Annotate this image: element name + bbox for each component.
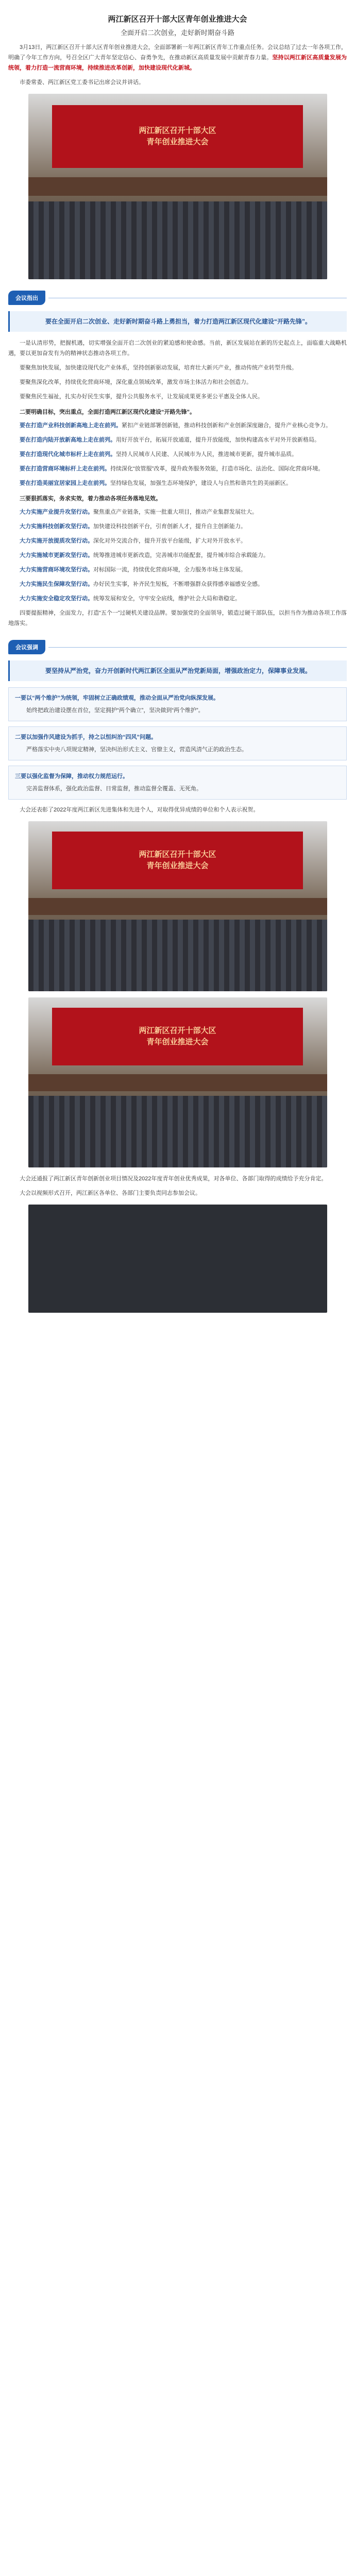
conference-hall-photo — [28, 1205, 327, 1313]
conference-photo — [28, 94, 327, 279]
body-paragraph: 大会还通报了两江新区青年创新创业项目情况及2022年度青年创业优秀成果，对各单位、各部门取得的成绩给予充分肯定。 — [20, 1176, 327, 1182]
list-item: 大力实施民生保障攻坚行动。办好民生实事，补齐民生短板，不断增强群众获得感幸福感安全感。 — [20, 581, 263, 587]
point-card: 一要以“两个维护”为统领，牢固树立正确政绩观，推动全面从严治党向纵深发展。 始终把政治建设摆在首位，坚定拥护“两个确立”，坚决做到“两个维护”。 — [8, 687, 347, 721]
list-item: 大力实施开放提质攻坚行动。深化对外交流合作，提升开放平台能级，扩大对外开放水平。 — [20, 538, 246, 544]
list-item: 大力实施科技创新攻坚行动。加快建设科技创新平台，引育创新人才，提升自主创新能力。 — [20, 523, 246, 530]
section-header-2 — [8, 640, 347, 654]
list-item: 要在打造美丽宜居家园上走在前列。坚持绿色发展，加强生态环境保护，建设人与自然和谐共生的美丽新区。 — [20, 480, 292, 486]
article-header — [8, 0, 347, 37]
intro-paragraph-2: 市委常委、两江新区党工委书记出席会议并讲话。 — [20, 79, 144, 86]
section-header-1 — [8, 291, 347, 305]
body-paragraph: 要聚焦深化改革，持续优化营商环境，深化重点领域改革，激发市场主体活力和社会创造力。 — [20, 379, 252, 385]
article-subtitle: 全面开启二次创业，走好新时期奋斗路 — [120, 29, 234, 37]
sub-heading: 三要狠抓落实，务求实效，着力推动各项任务落地见效。 — [20, 496, 161, 502]
section-tag: 会议强调 — [8, 640, 45, 654]
section-callout: 要在全面开启二次创业、走好新时期奋斗路上勇担当，着力打造两江新区现代化建设“开路先锋”。 — [8, 311, 347, 332]
section-callout: 要坚持从严治党，奋力开创新时代两江新区全面从严治党新局面，增强政治定力，保障事业发展。 — [8, 660, 347, 681]
list-item: 大力实施产业提升攻坚行动。聚焦重点产业链条，实施一批重大项目，推动产业集群发展壮大。 — [20, 509, 258, 515]
list-item: 要在打造营商环境标杆上走在前列。持续深化“放管服”改革，提升政务服务效能，打造市场化、法治化、国际化营商环境。 — [20, 466, 324, 472]
list-item: 要在打造现代化城市标杆上走在前列。坚持人民城市人民建、人民城市为人民，推进城市更新，提升城市品质。 — [20, 451, 297, 457]
intro-highlight: 坚持以两江新区高质量发展为统领，着力打造一流营商环境，持续推进改革创新，加快建设现代化新城。 — [8, 55, 347, 71]
sub-heading: 二要明确目标，突出重点，全面打造两江新区现代化建设“开路先锋”。 — [20, 409, 195, 415]
point-card: 三要以强化监督为保障，推动权力规范运行。 完善监督体系，强化政治监督、日常监督，推动监督全覆盖、无死角。 — [8, 766, 347, 800]
conference-banner: 两江新区召开十部大区 青年创业推进大会 — [52, 1008, 303, 1065]
body-paragraph: 大会还表彰了2022年度两江新区先进集体和先进个人，对取得优异成绩的单位和个人表示祝贺。 — [20, 807, 259, 813]
conference-photo — [28, 997, 327, 1167]
point-card: 二要以加强作风建设为抓手，持之以恒纠治“四风”问题。 严格落实中央八项规定精神，坚决纠治形式主义、官僚主义，营造风清气正的政治生态。 — [8, 726, 347, 760]
list-item: 大力实施安全稳定攻坚行动。统筹发展和安全，守牢安全底线，维护社会大局和谐稳定。 — [20, 596, 241, 602]
list-item: 大力实施营商环境攻坚行动。对标国际一流，持续优化营商环境，全力服务市场主体发展。 — [20, 567, 246, 573]
conference-banner: 两江新区召开十部大区 青年创业推进大会 — [52, 105, 303, 168]
intro-paragraph: 3月13日，两江新区召开十部大区青年创业推进大会，全面部署新一年两江新区青年工作重点任务。会议总结了过去一年各项工作，明确了今年工作方向，号召全区广大青年坚定信心、奋勇争先，在推动新区高质量发展中贡献青春力量。坚持以两江新区高质量发展为统领，着力打造一流营商环境，持续推进改革创新，加快建设现代化新城。 — [8, 44, 347, 71]
list-item: 要在打造内陆开放新高地上走在前列。用好开放平台，拓展开放通道，提升开放能级，加快构建高水平对外开放新格局。 — [20, 437, 320, 443]
body-paragraph: 大会以视频形式召开，两江新区各单位、各部门主要负责同志参加会议。 — [20, 1190, 201, 1196]
body-paragraph: 要聚焦民生福祉，扎实办好民生实事，提升公共服务水平，让发展成果更多更公平惠及全体人民。 — [20, 394, 263, 400]
article-title: 两江新区召开十部大区青年创业推进大会 — [108, 15, 247, 24]
body-paragraph: 四要提振精神，全面发力，打造“五个一”过硬机关建设品牌。要加强党的全面领导，锻造过硬干部队伍，以担当作为推动各项工作落地落实。 — [8, 610, 347, 626]
body-paragraph: 要聚焦加快发展，加快建设现代化产业体系，坚持创新驱动发展，培育壮大新兴产业，推动传统产业转型升级。 — [20, 365, 297, 371]
list-item: 大力实施城市更新攻坚行动。统筹推进城市更新改造，完善城市功能配套，提升城市综合承载能力。 — [20, 552, 269, 558]
body-paragraph: 一是认清形势，把握机遇，切实增强全面开启二次创业的紧迫感和使命感。当前，新区发展站在新的历史起点上，面临重大战略机遇，要以更加奋发有为的精神状态推动各项工作。 — [8, 340, 347, 357]
conference-banner: 两江新区召开十部大区 青年创业推进大会 — [52, 832, 303, 889]
section-tag: 会议指出 — [8, 291, 45, 305]
list-item: 要在打造产业科技创新高地上走在前列。紧扣产业链部署创新链，推动科技创新和产业创新深度融合，提升产业核心竞争力。 — [20, 422, 331, 429]
conference-photo — [28, 821, 327, 991]
